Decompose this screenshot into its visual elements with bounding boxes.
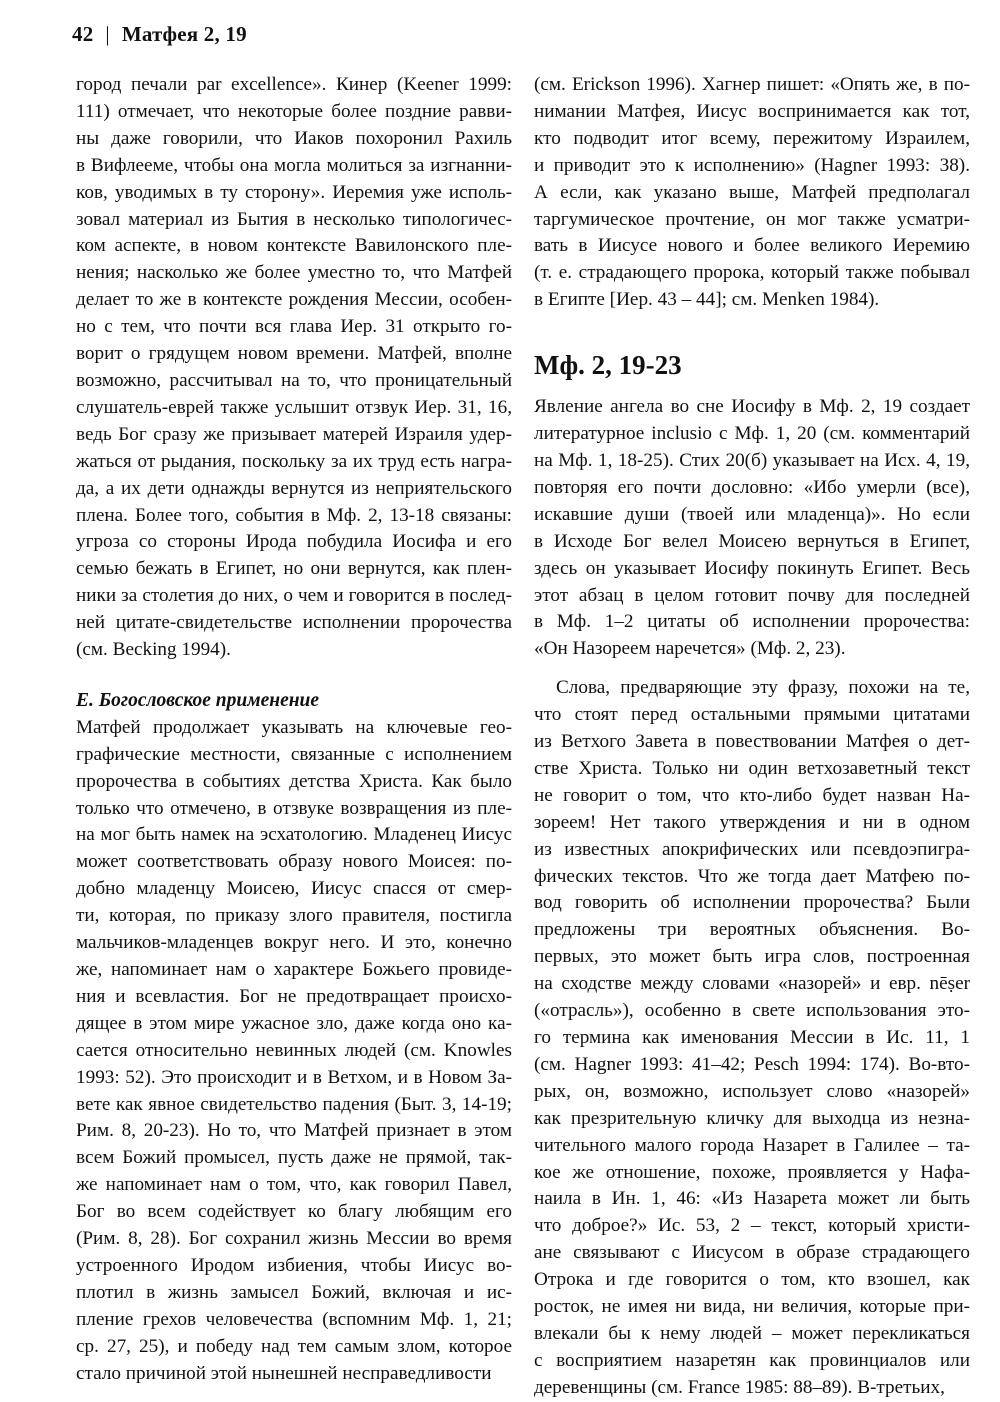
paragraph-gap [534,663,970,675]
text-line: ком аспекте, в новом контексте Вавилонского пле- [76,235,512,257]
text-line: «Он Назореем наречется» (Мф. 2, 23). [534,638,846,660]
text-line: с восприятием назаретян как провинциалов или [534,1349,970,1371]
text-line: фических текстов. Что же тогда дает Матфею по- [534,865,970,887]
running-title: Матфея 2, 19 [121,22,247,46]
text-line: влекали бы к нему людей – может перекликаться [534,1322,970,1344]
text-line: кто подводит итог всему, пережитому Израилем, [534,127,970,149]
text-line: плотил в жизнь замысел Божий, включая и ис- [76,1281,512,1303]
text-line: вод говорить об исполнении пророчества? Были [534,892,970,914]
text-line: в Исходе Бог велел Моисею вернуться в Египет, [534,530,970,552]
text-line: плена. Более того, события в Мф. 2, 13-18 связаны: [76,504,512,526]
text-line: повторяя его почти дословно: «Ибо умерли (все), [534,476,970,498]
text-line: и приводит это к исполнению» (Hagner 1993: 38). [534,154,970,176]
text-line: 111) отмечает, что некоторые более поздние равви- [76,100,512,122]
text-line: делает то же в контексте рождения Мессии, особен- [76,289,512,311]
text-line: из Ветхого Завета в повествовании Матфея о дет- [534,731,970,753]
text-line: добно младенцу Моисею, Иисус спасся от смер- [76,878,512,900]
left-paragraph-2 [76,715,512,1388]
text-line: этот абзац в целом готовит почву для последней [534,584,970,606]
text-line: зореем! Нет такого утверждения и ни в одном [534,811,970,833]
text-line: семью бежать в Египет, но они вернутся, как плен- [76,558,512,580]
header-separator: | [105,22,110,46]
text-line: слушатель-еврей также услышит отзвук Иер. 31, 16, [76,396,512,418]
text-line: (см. Hagner 1993: 41–42; Pesch 1994: 174). Во-вто- [534,1053,970,1075]
text-line: (т. е. страдающего пророка, который также побывал [534,262,970,284]
text-line: на Мф. 1, 18-25). Стих 20(б) указывает на Исх. 4, 19, [534,449,970,471]
text-line: в Вифлееме, чтобы она могла молиться за изгнанни- [76,154,512,176]
text-line: первых, это может быть игра слов, построенная [534,946,970,968]
text-line: Явление ангела во сне Иосифу в Мф. 2, 19 создает [534,396,970,418]
right-paragraph-1 [534,72,970,314]
text-line: но с тем, что почти вся глава Иер. 31 открыто го- [76,316,512,338]
text-line: деревенщины (см. France 1985: 88–89). В-третьих, [534,1376,945,1398]
text-line: что доброе?» Ис. 53, 2 – текст, который христи- [534,1215,970,1237]
text-line: в Египте [Иер. 43 – 44]; см. Menken 1984). [534,289,880,311]
text-line: («отрасль»), особенно в свете использования это- [534,1000,970,1022]
right-paragraph-3 [534,675,970,1401]
text-line: вать в Иисусе нового и более великого Иеремию [534,235,970,257]
text-line: искавшие души (твоей или младенца)». Но если [534,503,970,525]
text-line: ны даже говорили, что Иаков похоронил Рахиль [76,127,512,149]
right-column [534,72,970,1402]
text-line: кое же отношение, похоже, проявляется у Нафа- [534,1161,970,1183]
right-paragraph-2 [534,394,970,663]
text-line: ворит о грядущем новом времени. Матфей, вполне [76,343,512,365]
text-line: в Мф. 1–2 цитаты об исполнении пророчества: [534,611,970,633]
running-head [72,22,247,47]
text-line: А если, как указано выше, Матфей предполагал [534,181,970,203]
text-line: пророчества в событиях детства Христа. Как было [76,770,512,792]
text-line: литературное inclusio с Мф. 1, 20 (см. комментарий [534,423,970,445]
text-line: рых, он, возможно, использует слово «назорей» [534,1080,970,1102]
text-line: ведь Бог сразу же призывает матерей Израиля удер- [76,423,512,445]
text-line: как презрительную кличку для выходца из незна- [534,1107,970,1129]
text-line: таргумическое прочтение, он мог также усматри- [534,208,970,230]
text-line: ане связывают с Иисусом в образе страдающего [534,1242,970,1264]
text-line: здесь он указывает Иосифу покинуть Египет. Весь [534,557,970,579]
text-line: на мог быть намек на эсхатологию. Младенец Иисус [76,824,512,846]
text-line: нения; насколько же более уместно то, что Матфей [76,262,512,284]
text-line: ния и всевластия. Бог не предотвращает происхо- [76,985,512,1007]
text-line: нимании Матфея, Иисус воспринимается как тот, [534,100,970,122]
text-line: ти, которая, по приказу злого правителя, постигла [76,905,512,927]
text-line: стве Христа. Только ни один ветхозаветный текст [534,757,970,779]
text-line: Бог во всем содействует ко благу любящим его [76,1201,512,1223]
text-line: (Рим. 8, 28). Бог сохранил жизнь Мессии во время [76,1228,512,1250]
text-line: не говорит о том, что кто-либо будет назван На- [534,784,970,806]
theological-application-subheading: E. Богословское применение [76,689,320,711]
text-line: может соответствовать образу нового Моисея: по- [76,851,512,873]
text-line: пление грехов человечества (вспомним Мф. 1, 21; [76,1308,512,1330]
text-line: ср. 27, 25), и победу над тем самым злом, которое [76,1335,512,1357]
text-line: Матфей продолжает указывать на ключевые гео- [76,716,512,738]
text-line: ней цитате-свидетельстве исполнении пророчества [76,612,512,634]
text-line: возможно, рассчитывал на то, что проницательный [76,369,512,391]
text-line: только что отмечено, в отзвуке возвращения из пле- [76,797,512,819]
text-line: Отрока и где говорится о том, кто взошел, как [534,1269,970,1291]
text-line: да, а их дети однажды вернутся из неприятельского [76,477,512,499]
text-line: город печали par excellence». Кинер (Keener 1999: [76,74,512,95]
text-line: из известных апокрифических или псевдоэпигра- [534,838,970,860]
text-line: Слова, предваряющие эту фразу, похожи на те, [556,677,970,699]
text-line: на сходстве между словами «назорей» и евр. nēṣer [534,973,970,995]
text-line: всем Божий промысел, пусть даже не прямой, так- [76,1147,512,1169]
text-line: чительного малого города Назарет в Галилее – та- [534,1134,970,1156]
text-line: что стоят перед остальными прямыми цитатами [534,704,970,726]
text-line: ники за столетия до них, о чем и говорится в послед- [76,585,512,607]
text-line: росток, не имея ни вида, ни величия, которые при- [534,1296,970,1318]
left-paragraph-1 [76,72,512,664]
text-line: вете как явное свидетельство падения (Быт. 3, 14-19; [76,1093,512,1115]
text-line: сается относительно невинных людей (см. Knowles [76,1039,512,1061]
text-line: ков, уводимых в ту сторону». Иеремия уже исполь- [76,181,512,203]
text-line: 1993: 52). Это происходит и в Ветхом, и в Новом За- [76,1066,512,1088]
text-line: го термина как именования Мессии в Ис. 11, 1 [534,1027,970,1048]
left-column [76,72,512,1388]
text-line: (см. Becking 1994). [76,639,231,661]
text-line: дящее в этом мире ужасное зло, даже когда оно ка- [76,1012,512,1034]
text-line: Рим. 8, 20-23). Но то, что Матфей признает в этом [76,1120,512,1142]
text-line: мальчиков-младенцев вокруг него. И это, конечно [76,932,512,954]
text-line: устроенного Иродом избиения, чтобы Иисус во- [76,1254,512,1276]
text-line: наила в Ин. 1, 46: «Из Назарета может ли быть [534,1188,970,1210]
text-line: же, напоминает нам о характере Божьего провиде- [76,959,512,980]
section-heading: Мф. 2, 19-23 [534,350,682,381]
text-line: графические местности, связанные с исполнением [76,743,512,765]
text-line: зовал материал из Бытия в несколько типологичес- [76,208,512,230]
page-number: 42 [72,22,94,46]
text-line: стало причиной этой нынешней несправедливости [76,1362,492,1384]
text-line: же напоминает нам о том, что, как говорил Павел, [76,1174,512,1196]
text-line: угроза со стороны Ирода побудила Иосифа и его [76,531,512,553]
text-line: жаться от рыдания, поскольку за их труд есть награ- [76,450,512,472]
text-line: (см. Erickson 1996). Хагнер пишет: «Опять же, в по- [534,74,970,95]
text-line: предложены три вероятных объяснения. Во- [534,919,970,941]
